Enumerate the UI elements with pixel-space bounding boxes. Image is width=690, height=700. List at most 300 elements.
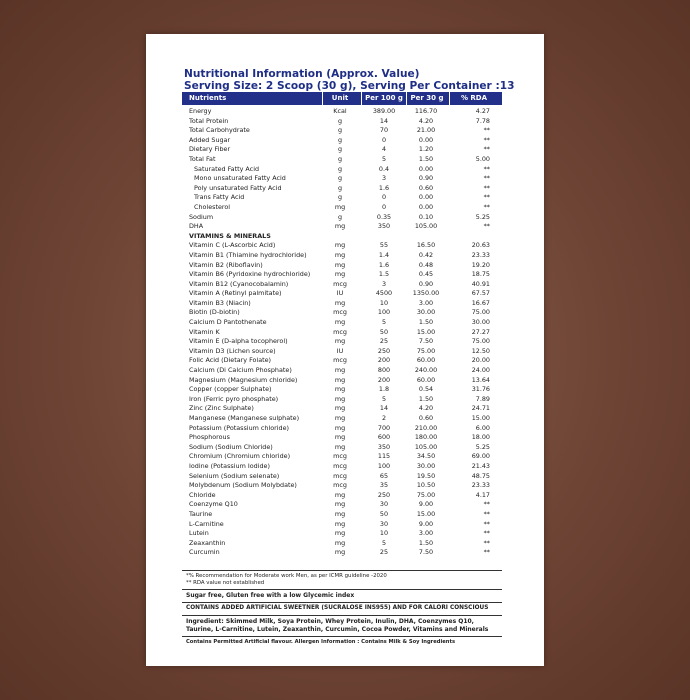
- nutrient-unit: mg: [334, 529, 346, 538]
- nutrient-unit: mg: [334, 385, 346, 394]
- value-per-30g: 116.70: [414, 107, 438, 115]
- title-line-2: Serving Size: 2 Scoop (30 g), Serving Per Container :13: [184, 80, 515, 92]
- value-per-30g: 30.00: [416, 461, 436, 470]
- value-per-30g: 75.00: [416, 490, 436, 499]
- value-per-30g: 9.00: [418, 519, 434, 528]
- header-divider: [322, 92, 323, 105]
- value-per-100g: 5: [381, 394, 387, 403]
- value-per-100g: 600: [377, 433, 391, 442]
- value-per-30g: 9.00: [418, 500, 434, 509]
- value-per-30g: 75.00: [416, 346, 436, 355]
- value-per-100g: 0: [381, 202, 387, 211]
- nutrient-name: Poly unsaturated Fatty Acid: [194, 183, 282, 192]
- value-per-100g: 1.5: [378, 270, 390, 279]
- nutrient-name: Dietary Fiber: [189, 145, 231, 154]
- nutrient-unit: mg: [334, 250, 346, 259]
- nutrient-unit: mg: [334, 500, 346, 509]
- nutrient-name: Vitamin B6 (Pyridoxine hydrochloride): [189, 270, 311, 279]
- value-per-100g: 35: [379, 481, 389, 490]
- value-per-30g: 0.54: [418, 385, 434, 394]
- value-per-30g: 4.20: [418, 116, 434, 125]
- nutrient-unit: mcg: [333, 356, 347, 365]
- value-per-100g: 4: [381, 145, 387, 154]
- nutrient-name: Sodium (Sodium Chloride): [189, 442, 273, 451]
- header-divider: [406, 92, 407, 105]
- value-rda: 5.25: [475, 442, 490, 451]
- nutrient-name: Iodine (Potassium Iodide): [189, 461, 270, 470]
- value-per-100g: 2: [381, 414, 387, 422]
- nutrient-name: Selenium (Sodium selenate): [189, 471, 280, 480]
- value-rda: **: [483, 126, 490, 135]
- value-per-100g: 0: [381, 193, 387, 202]
- sweetener-warning: CONTAINS ADDED ARTIFICIAL SWEETNER (SUCRALOSE INS955) AND FOR CALORI CONSCIOUS: [186, 605, 489, 611]
- value-per-30g: 0.00: [418, 193, 434, 202]
- nutrient-unit: g: [337, 135, 343, 144]
- table-row: [182, 289, 502, 299]
- value-per-30g: 1.20: [418, 145, 434, 154]
- value-rda: 4.17: [475, 490, 490, 499]
- value-per-30g: 7.50: [418, 337, 434, 346]
- value-per-30g: 0.10: [418, 212, 434, 221]
- value-rda: **: [483, 509, 490, 518]
- value-rda: 19.20: [471, 260, 490, 269]
- nutrient-unit: mg: [334, 241, 346, 250]
- value-rda: 20.63: [471, 241, 490, 250]
- nutrient-name: Vitamin K: [189, 327, 220, 336]
- table-row: [182, 452, 502, 462]
- value-per-30g: 7.50: [418, 548, 434, 557]
- table-row: [182, 347, 502, 357]
- nutrient-name: Potassium (Potassium chloride): [189, 423, 290, 432]
- value-per-100g: 50: [379, 509, 389, 518]
- nutrient-name: Coenzyme Q10: [189, 500, 238, 509]
- value-rda: 27.27: [471, 327, 490, 336]
- sugar-free-note: Sugar free, Gluten free with a low Glycemic index: [186, 592, 355, 599]
- value-per-100g: 100: [377, 308, 391, 317]
- value-rda: 75.00: [471, 308, 490, 317]
- nutrient-unit: mg: [334, 298, 346, 307]
- table-row: [182, 462, 502, 472]
- value-rda: 24.71: [471, 404, 490, 413]
- table-row: [182, 174, 502, 184]
- value-rda: 20.00: [471, 356, 490, 365]
- header-per100: Per 100 g: [365, 94, 403, 102]
- value-rda: **: [483, 529, 490, 538]
- table-row: [182, 376, 502, 386]
- divider-line: [182, 602, 502, 603]
- nutrient-unit: g: [337, 193, 343, 202]
- value-per-30g: 21.00: [416, 126, 436, 135]
- value-per-100g: 389.00: [372, 107, 396, 115]
- header-nutrients: Nutrients: [189, 94, 227, 102]
- value-per-30g: 0.00: [418, 164, 434, 173]
- title-line-1: Nutritional Information (Approx. Value): [184, 68, 420, 80]
- nutrient-name: Vitamin B3 (Niacin): [189, 298, 251, 307]
- table-row: [182, 548, 502, 558]
- table-row: [182, 395, 502, 405]
- value-rda: 67.57: [471, 289, 490, 298]
- value-per-30g: 1.50: [418, 394, 434, 403]
- value-per-100g: 250: [377, 346, 391, 355]
- nutrient-unit: g: [337, 126, 343, 135]
- value-per-30g: 0.90: [418, 279, 434, 288]
- nutrient-name: Curcumin: [189, 548, 220, 557]
- value-per-100g: 5: [381, 154, 387, 163]
- nutrient-name: Added Sugar: [189, 135, 231, 144]
- value-per-100g: 1.4: [378, 250, 390, 259]
- nutrient-unit: g: [337, 183, 343, 192]
- value-per-30g: 19.50: [416, 471, 436, 480]
- value-per-100g: 5: [381, 538, 387, 547]
- nutrient-unit: mg: [334, 202, 346, 211]
- nutrient-unit: mg: [334, 318, 346, 327]
- nutrient-name: Total Protein: [189, 116, 229, 125]
- nutrient-name: DHA: [189, 222, 204, 231]
- nutrient-unit: Kcal: [333, 107, 347, 115]
- nutrient-name: Phosphorous: [189, 433, 230, 442]
- value-rda: **: [483, 202, 490, 211]
- value-per-100g: 1.6: [378, 260, 390, 269]
- value-per-100g: 10: [379, 529, 389, 538]
- nutrient-unit: mg: [334, 270, 346, 279]
- value-per-100g: 350: [377, 442, 391, 451]
- nutrient-unit: mg: [334, 414, 346, 422]
- value-per-30g: 10.50: [416, 481, 436, 490]
- value-per-100g: 250: [377, 490, 391, 499]
- value-per-30g: 0.00: [418, 135, 434, 144]
- nutrient-unit: g: [337, 154, 343, 163]
- table-row: [182, 414, 502, 424]
- nutrient-unit: mg: [334, 375, 346, 384]
- value-per-100g: 14: [379, 404, 389, 413]
- value-rda: **: [483, 145, 490, 154]
- footnote-rda: *% Recommendation for Moderate work Men, as per ICMR guideline -2020: [186, 573, 387, 579]
- table-row: [182, 443, 502, 453]
- header-divider: [361, 92, 362, 105]
- nutrient-unit: mg: [334, 548, 346, 557]
- value-rda: **: [483, 548, 490, 557]
- value-per-100g: 70: [379, 126, 389, 135]
- nutrient-unit: mg: [334, 509, 346, 518]
- nutrient-unit: mg: [334, 442, 346, 451]
- nutrient-unit: g: [337, 145, 343, 154]
- table-row: [182, 241, 502, 251]
- nutrient-unit: mg: [334, 337, 346, 346]
- value-per-30g: 180.00: [414, 433, 438, 442]
- value-rda: **: [483, 193, 490, 202]
- nutrient-unit: g: [337, 174, 343, 183]
- value-per-100g: 1.8: [378, 385, 390, 394]
- value-rda: 5.00: [475, 154, 490, 163]
- table-row: [182, 385, 502, 395]
- nutrient-name: Zeaxanthin: [189, 538, 226, 547]
- nutrient-unit: g: [337, 212, 343, 221]
- table-row: [182, 251, 502, 261]
- value-per-30g: 60.00: [416, 356, 436, 365]
- value-per-100g: 0: [381, 135, 387, 144]
- nutrient-unit: mg: [334, 222, 346, 231]
- value-rda: 5.25: [475, 212, 490, 221]
- value-per-30g: 0.48: [418, 260, 434, 269]
- table-row: [182, 328, 502, 338]
- value-per-100g: 4500: [375, 289, 393, 298]
- value-rda: 23.33: [471, 481, 490, 490]
- value-rda: 23.33: [471, 250, 490, 259]
- nutrient-unit: mcg: [333, 279, 347, 288]
- nutrient-name: Total Carbohydrate: [189, 126, 250, 135]
- nutrient-name: Vitamin A (Retinyl palmitate): [189, 289, 282, 298]
- value-per-30g: 0.60: [418, 183, 434, 192]
- header-rda: % RDA: [460, 94, 488, 102]
- table-row: [182, 107, 502, 117]
- nutrient-unit: mcg: [333, 481, 347, 490]
- table-row: [182, 184, 502, 194]
- nutrient-unit: mg: [334, 366, 346, 375]
- value-per-30g: 3.00: [418, 529, 434, 538]
- value-per-30g: 15.00: [416, 327, 436, 336]
- value-per-30g: 60.00: [416, 375, 436, 384]
- nutrient-name: Taurine: [189, 509, 213, 518]
- value-rda: 18.00: [471, 433, 490, 442]
- value-rda: 13.64: [471, 375, 490, 384]
- value-rda: **: [483, 519, 490, 528]
- value-rda: 15.00: [471, 414, 490, 422]
- value-per-30g: 3.00: [418, 298, 434, 307]
- nutrient-unit: mg: [334, 433, 346, 442]
- nutrient-rows: [182, 107, 502, 558]
- value-per-30g: 15.00: [416, 509, 436, 518]
- value-per-100g: 115: [377, 452, 391, 461]
- table-row: [182, 356, 502, 366]
- table-row: [182, 270, 502, 280]
- nutrient-name: Calcium D Pantothenate: [189, 318, 267, 327]
- value-per-100g: 800: [377, 366, 391, 375]
- value-rda: **: [483, 183, 490, 192]
- table-row: [182, 472, 502, 482]
- flavour-allergen-note: Contains Permitted Artificial flavour. Allergen Information : Contains Milk & Soy Ingredients: [186, 639, 456, 645]
- value-per-100g: 25: [379, 337, 389, 346]
- nutrient-unit: mg: [334, 404, 346, 413]
- header-per30: Per 30 g: [410, 94, 444, 102]
- table-row: [182, 155, 502, 165]
- value-per-30g: 210.00: [414, 423, 438, 432]
- value-per-100g: 14: [379, 116, 389, 125]
- divider-line: [182, 589, 502, 590]
- value-per-100g: 200: [377, 356, 391, 365]
- nutrient-name: VITAMINS & MINERALS: [189, 231, 271, 240]
- value-rda: 69.00: [471, 452, 490, 461]
- divider-line: [182, 615, 502, 616]
- value-rda: **: [483, 164, 490, 173]
- value-per-30g: 1.50: [418, 154, 434, 163]
- nutrient-name: L-Carnitine: [189, 519, 224, 528]
- table-row: [182, 193, 502, 203]
- nutrient-unit: mg: [334, 538, 346, 547]
- value-rda: 7.89: [475, 394, 490, 403]
- value-per-30g: 105.00: [414, 222, 438, 231]
- value-per-30g: 0.42: [418, 250, 434, 259]
- value-per-30g: 240.00: [414, 366, 438, 375]
- value-per-100g: 30: [379, 519, 389, 528]
- table-row: [182, 520, 502, 530]
- table-row: [182, 299, 502, 309]
- table-row: [182, 280, 502, 290]
- value-per-100g: 200: [377, 375, 391, 384]
- value-rda: 21.43: [471, 461, 490, 470]
- nutrient-unit: mcg: [333, 308, 347, 317]
- value-rda: **: [483, 538, 490, 547]
- table-row: [182, 529, 502, 539]
- nutrient-name: Vitamin B12 (Cyanocobalamin): [189, 279, 289, 288]
- value-rda: 12.50: [471, 346, 490, 355]
- value-per-30g: 1.50: [418, 538, 434, 547]
- nutrient-name: Magnesium (Magnesium chloride): [189, 375, 298, 384]
- nutrient-name: Copper (copper Sulphate): [189, 385, 272, 394]
- nutrient-unit: mcg: [333, 461, 347, 470]
- nutrient-name: Trans Fatty Acid: [194, 193, 245, 202]
- nutrient-name: Biotin (D-biotin): [189, 308, 240, 317]
- label-title: [184, 68, 515, 92]
- table-row: [182, 433, 502, 443]
- table-row: [182, 424, 502, 434]
- ingredients-list: Ingredient: Skimmed Milk, Soya Protein, Whey Protein, Inulin, DHA, Coenzymes Q10, Taurine, L-Carnitine, Lutein, Zeaxanthin, Curcumin, Cocoa Powder, Vitamins and Minerals: [186, 618, 489, 634]
- value-per-30g: 0.60: [418, 414, 434, 422]
- value-rda: **: [483, 500, 490, 509]
- nutrient-unit: mcg: [333, 327, 347, 336]
- nutrient-name: Total Fat: [189, 154, 216, 163]
- nutrient-name: Molybdenum (Sodium Molybdate): [189, 481, 297, 490]
- table-row: [182, 491, 502, 501]
- nutrient-name: Zinc (Zinc Sulphate): [189, 404, 254, 413]
- table-row: [182, 539, 502, 549]
- table-row: [182, 145, 502, 155]
- table-row: [182, 213, 502, 223]
- value-per-30g: 0.90: [418, 174, 434, 183]
- nutrient-unit: mcg: [333, 471, 347, 480]
- value-per-100g: 350: [377, 222, 391, 231]
- value-per-30g: 4.20: [418, 404, 434, 413]
- value-per-100g: 1.6: [378, 183, 390, 192]
- value-rda: 30.00: [471, 318, 490, 327]
- value-per-30g: 1350.00: [412, 289, 440, 298]
- value-rda: **: [483, 135, 490, 144]
- nutrient-unit: mg: [334, 490, 346, 499]
- table-row: [182, 222, 502, 232]
- nutrient-name: Saturated Fatty Acid: [194, 164, 260, 173]
- table-row: [182, 481, 502, 491]
- value-per-30g: 34.50: [416, 452, 436, 461]
- value-per-100g: 100: [377, 461, 391, 470]
- value-per-100g: 30: [379, 500, 389, 509]
- header-unit: Unit: [331, 94, 349, 102]
- nutrient-unit: mg: [334, 423, 346, 432]
- value-per-30g: 30.00: [416, 308, 436, 317]
- value-rda: 48.75: [471, 471, 490, 480]
- value-per-100g: 0.4: [378, 164, 390, 173]
- table-row: [182, 165, 502, 175]
- value-per-100g: 0.35: [376, 212, 392, 221]
- divider-line: [182, 636, 502, 637]
- value-rda: 6.00: [475, 423, 490, 432]
- table-row: [182, 510, 502, 520]
- nutrient-name: Vitamin E (D-alpha tocopherol): [189, 337, 288, 346]
- nutrient-name: Lutein: [189, 529, 209, 538]
- value-per-30g: 0.45: [418, 270, 434, 279]
- value-rda: 24.00: [471, 366, 490, 375]
- nutrient-unit: mg: [334, 260, 346, 269]
- table-row: [182, 308, 502, 318]
- value-rda: 7.78: [475, 116, 490, 125]
- nutrient-unit: IU: [336, 346, 344, 355]
- value-rda: 16.67: [471, 298, 490, 307]
- value-per-30g: 0.00: [418, 202, 434, 211]
- nutrient-name: Chromium (Chromium chloride): [189, 452, 291, 461]
- nutrient-name: Iron (Ferric pyro phosphate): [189, 394, 279, 403]
- value-rda: 75.00: [471, 337, 490, 346]
- value-per-30g: 16.50: [416, 241, 436, 250]
- header-divider: [449, 92, 450, 105]
- value-per-30g: 1.50: [418, 318, 434, 327]
- nutrient-name: Cholesterol: [194, 202, 231, 211]
- nutrient-name: Calcium (Di Calcium Phosphate): [189, 366, 292, 375]
- value-rda: 31.76: [471, 385, 490, 394]
- nutrient-unit: mg: [334, 394, 346, 403]
- nutrient-name: Chloride: [189, 490, 216, 499]
- table-row: [182, 261, 502, 271]
- value-per-100g: 5: [381, 318, 387, 327]
- value-rda: 4.27: [475, 107, 490, 115]
- nutrient-unit: g: [337, 116, 343, 125]
- table-row: [182, 366, 502, 376]
- nutrient-unit: mg: [334, 519, 346, 528]
- nutrition-label-card: [146, 34, 544, 666]
- nutrient-name: Vitamin C (L-Ascorbic Acid): [189, 241, 276, 250]
- nutrient-name: Energy: [189, 107, 212, 115]
- value-per-100g: 3: [381, 279, 387, 288]
- divider-line: [182, 570, 502, 571]
- nutrient-name: Sodium: [189, 212, 214, 221]
- value-per-100g: 50: [379, 327, 389, 336]
- footnote-rda-not-established: ** RDA value not established: [186, 580, 265, 586]
- value-per-100g: 3: [381, 174, 387, 183]
- nutrient-name: Vitamin B1 (Thiamine hydrochloride): [189, 250, 307, 259]
- value-rda: 18.75: [471, 270, 490, 279]
- section-heading: [182, 232, 502, 242]
- table-row: [182, 500, 502, 510]
- table-row: [182, 126, 502, 136]
- table-row: [182, 404, 502, 414]
- nutrient-unit: mcg: [333, 452, 347, 461]
- value-per-100g: 55: [379, 241, 389, 250]
- nutrient-name: Manganese (Manganese sulphate): [189, 414, 300, 422]
- nutrient-name: Mono unsaturated Fatty Acid: [194, 174, 286, 183]
- table-row: [182, 203, 502, 213]
- table-row: [182, 136, 502, 146]
- nutrient-unit: g: [337, 164, 343, 173]
- value-per-100g: 700: [377, 423, 391, 432]
- value-rda: **: [483, 222, 490, 231]
- nutrient-name: Folic Acid (Dietary Folate): [189, 356, 272, 365]
- nutrient-unit: IU: [336, 289, 344, 298]
- value-per-100g: 65: [379, 471, 389, 480]
- nutrient-name: Vitamin D3 (Lichen source): [189, 346, 276, 355]
- table-row: [182, 337, 502, 347]
- nutrient-name: Vitamin B2 (Riboflavin): [189, 260, 263, 269]
- table-header: [182, 92, 502, 105]
- value-per-100g: 10: [379, 298, 389, 307]
- value-rda: **: [483, 174, 490, 183]
- table-row: [182, 117, 502, 127]
